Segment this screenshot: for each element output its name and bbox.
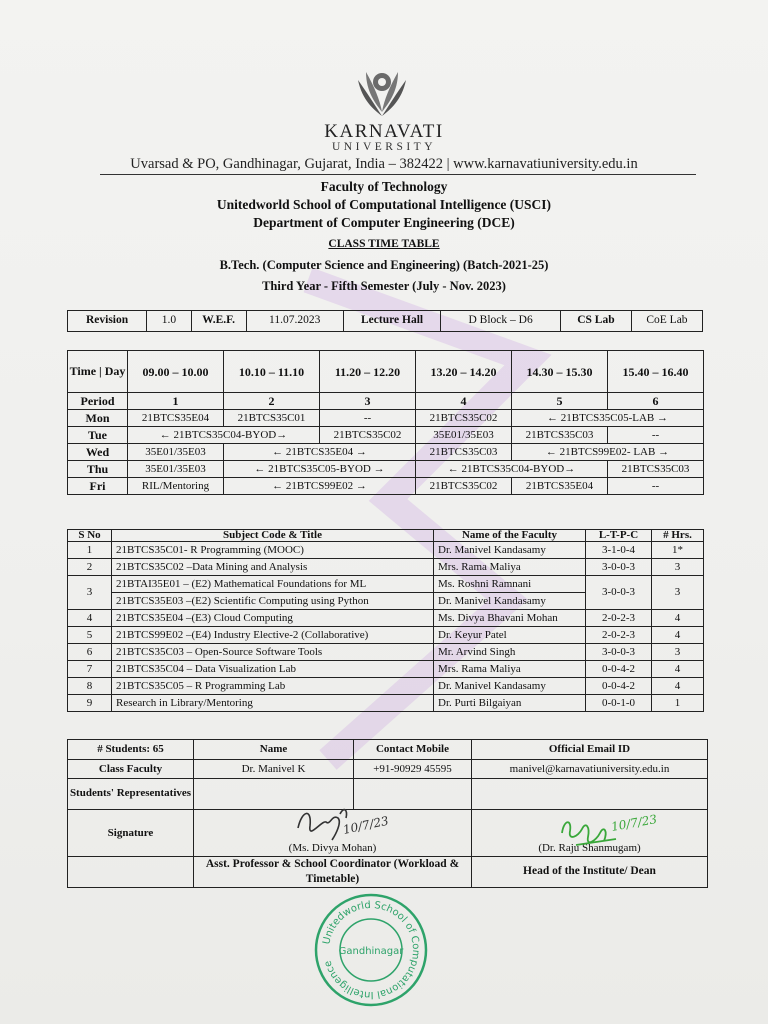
lecture-hall-value: D Block – D6 — [441, 311, 561, 332]
slot-header: 13.20 – 14.20 — [416, 351, 512, 393]
school-name: Unitedworld School of Computational Intelligence (USCI) — [216, 197, 552, 212]
subject-hours: 4 — [652, 627, 704, 644]
subject-ltpc: 0-0-4-2 — [586, 661, 652, 678]
subject-title: 21BTCS35E04 –(E3) Cloud Computing — [112, 610, 434, 627]
wef-value: 11.07.2023 — [246, 311, 343, 332]
hours-header: # Hrs. — [652, 530, 704, 542]
subject-faculty: Dr. Keyur Patel — [434, 627, 586, 644]
department-name: Department of Computer Engineering (DCE) — [253, 215, 515, 230]
subject-faculty: Mrs. Rama Maliya — [434, 559, 586, 576]
day-label: Tue — [68, 427, 128, 444]
slot-header: 11.20 – 12.20 — [320, 351, 416, 393]
left-signatory-role: Asst. Professor & School Coordinator (Workload & Timetable) — [194, 857, 472, 888]
cs-lab-label: CS Lab — [560, 311, 631, 332]
subject-sno: 3 — [68, 576, 112, 610]
subject-hours: 3 — [652, 576, 704, 610]
class-cell: 21BTCS35C02 — [416, 410, 512, 427]
subject-faculty: Dr. Manivel Kandasamy — [434, 593, 586, 610]
seal-text: Unitedworld School of Computational Intelligence — [321, 899, 422, 1001]
class-faculty-label: Class Faculty — [68, 760, 194, 779]
subject-faculty: Mrs. Rama Maliya — [434, 661, 586, 678]
subject-title: 21BTAI35E01 – (E2) Mathematical Foundations for ML — [112, 576, 434, 593]
subject-hours: 1 — [652, 695, 704, 712]
subject-title: 21BTCS35C05 – R Programming Lab — [112, 678, 434, 695]
class-cell: ← 21BTCS35C05-BYOD → — [224, 461, 416, 478]
program-name: B.Tech. (Computer Science and Engineering) (Batch-2021-25) — [219, 258, 549, 272]
sno-header: S No — [68, 530, 112, 542]
class-cell: 21BTCS35C03 — [512, 427, 608, 444]
subject-title: 21BTCS35C04 – Data Visualization Lab — [112, 661, 434, 678]
period-number: 1 — [128, 393, 224, 410]
students-count: # Students: 65 — [68, 740, 194, 760]
role-blank — [68, 857, 194, 888]
mobile-header: Contact Mobile — [354, 740, 472, 760]
slot-header: 14.30 – 15.30 — [512, 351, 608, 393]
class-cell: 35E01/35E03 — [416, 427, 512, 444]
subject-faculty: Dr. Purti Bilgaiyan — [434, 695, 586, 712]
subject-title: 21BTCS35C03 – Open-Source Software Tools — [112, 644, 434, 661]
subject-header: Subject Code & Title — [112, 530, 434, 542]
document-title: CLASS TIME TABLE — [328, 238, 440, 250]
right-signatory-name: (Dr. Raju Shanmugam) — [538, 842, 641, 854]
subject-row — [68, 627, 704, 644]
subject-ltpc: 3-0-0-3 — [586, 576, 652, 610]
subject-faculty: Dr. Manivel Kandasamy — [434, 542, 586, 559]
left-signature-icon — [292, 800, 390, 848]
subject-sno: 5 — [68, 627, 112, 644]
day-row-tue — [68, 427, 704, 444]
name-header: Name — [194, 740, 354, 760]
university-subtitle: UNIVERSITY — [332, 141, 436, 153]
subject-ltpc: 2-0-2-3 — [586, 610, 652, 627]
class-cell: 21BTCS35C02 — [416, 478, 512, 495]
subject-row — [68, 644, 704, 661]
signature-label: Signature — [68, 810, 194, 857]
subject-sno: 7 — [68, 661, 112, 678]
university-logo-icon — [352, 66, 412, 122]
student-reps-email — [472, 779, 708, 810]
subject-ltpc: 3-0-0-3 — [586, 559, 652, 576]
day-row-wed — [68, 444, 704, 461]
time-day-header: Time | Day — [68, 351, 128, 393]
faculty-header: Name of the Faculty — [434, 530, 586, 542]
subject-ltpc: 0-0-4-2 — [586, 678, 652, 695]
period-number: 6 — [608, 393, 704, 410]
class-cell: ← 21BTCS35C04-BYOD→ — [128, 427, 320, 444]
subject-sno: 9 — [68, 695, 112, 712]
class-faculty-mobile: +91-90929 45595 — [354, 760, 472, 779]
class-cell: 21BTCS35E04 — [512, 478, 608, 495]
seal-city: Gandhinagar — [338, 946, 404, 957]
day-row-mon — [68, 410, 704, 427]
subject-sno: 8 — [68, 678, 112, 695]
university-name: KARNAVATI — [324, 121, 444, 142]
subject-title: 21BTCS35C01- R Programming (MOOC) — [112, 542, 434, 559]
right-signature-icon — [556, 807, 664, 853]
revision-label: Revision — [68, 311, 147, 332]
class-cell: 35E01/35E03 — [128, 461, 224, 478]
class-cell: -- — [608, 427, 704, 444]
period-number: 3 — [320, 393, 416, 410]
day-label: Mon — [68, 410, 128, 427]
subject-ltpc: 0-0-1-0 — [586, 695, 652, 712]
subject-title: Research in Library/Mentoring — [112, 695, 434, 712]
subject-hours: 3 — [652, 559, 704, 576]
class-cell: 21BTCS35C03 — [608, 461, 704, 478]
day-label: Fri — [68, 478, 128, 495]
class-cell: 21BTCS35E04 — [128, 410, 224, 427]
slot-header: 15.40 – 16.40 — [608, 351, 704, 393]
faculty-name: Faculty of Technology — [320, 179, 448, 194]
period-number: 4 — [416, 393, 512, 410]
class-cell: 35E01/35E03 — [128, 444, 224, 461]
right-signature-date: 10/7/23 — [610, 812, 659, 834]
subject-title: 21BTCS35E03 –(E2) Scientific Computing using Python — [112, 593, 434, 610]
right-signatory-role: Head of the Institute/ Dean — [472, 857, 708, 888]
day-row-fri — [68, 478, 704, 495]
lecture-hall-label: Lecture Hall — [343, 311, 440, 332]
subject-ltpc: 3-1-0-4 — [586, 542, 652, 559]
semester-name: Third Year - Fifth Semester (July - Nov. 2023) — [262, 279, 506, 293]
subject-ltpc: 3-0-0-3 — [586, 644, 652, 661]
subject-faculty: Ms. Roshni Ramnani — [434, 576, 586, 593]
subject-hours: 4 — [652, 661, 704, 678]
ltpc-header: L-T-P-C — [586, 530, 652, 542]
subject-faculty: Dr. Manivel Kandasamy — [434, 678, 586, 695]
day-label: Thu — [68, 461, 128, 478]
subject-faculty: Ms. Divya Bhavani Mohan — [434, 610, 586, 627]
slot-header: 10.10 – 11.10 — [224, 351, 320, 393]
subject-hours: 3 — [652, 644, 704, 661]
timetable — [67, 350, 704, 495]
revision-value: 1.0 — [147, 311, 192, 332]
day-row-thu — [68, 461, 704, 478]
class-cell: RIL/Mentoring — [128, 478, 224, 495]
class-faculty-name: Dr. Manivel K — [194, 760, 354, 779]
subject-sno: 6 — [68, 644, 112, 661]
student-reps-label: Students' Representatives — [68, 779, 194, 810]
subject-row — [68, 678, 704, 695]
subject-row — [68, 695, 704, 712]
subject-title: 21BTCS35C02 –Data Mining and Analysis — [112, 559, 434, 576]
header-divider — [100, 174, 696, 175]
subject-hours: 4 — [652, 678, 704, 695]
revision-table — [67, 310, 703, 332]
wef-label: W.E.F. — [191, 311, 246, 332]
left-signature-date: 10/7/23 — [341, 813, 390, 837]
slot-header: 09.00 – 10.00 — [128, 351, 224, 393]
subject-hours: 4 — [652, 610, 704, 627]
subjects-table — [67, 529, 704, 712]
class-cell: 21BTCS35C03 — [416, 444, 512, 461]
subject-faculty: Mr. Arvind Singh — [434, 644, 586, 661]
subject-row — [68, 559, 704, 576]
subject-title: 21BTCS99E02 –(E4) Industry Elective-2 (Collaborative) — [112, 627, 434, 644]
subject-ltpc: 2-0-2-3 — [586, 627, 652, 644]
period-number: 2 — [224, 393, 320, 410]
class-cell: 21BTCS35C02 — [320, 427, 416, 444]
class-cell: ← 21BTCS35E04 → — [224, 444, 416, 461]
class-cell: ← 21BTCS99E02 → — [224, 478, 416, 495]
institution-seal-icon — [312, 891, 430, 1009]
class-cell: 21BTCS35C01 — [224, 410, 320, 427]
class-cell: -- — [320, 410, 416, 427]
period-number: 5 — [512, 393, 608, 410]
period-label: Period — [68, 393, 128, 410]
email-header: Official Email ID — [472, 740, 708, 760]
subject-sno: 2 — [68, 559, 112, 576]
subject-hours: 1* — [652, 542, 704, 559]
class-faculty-email: manivel@karnavatiuniversity.edu.in — [472, 760, 708, 779]
subject-row — [68, 661, 704, 678]
coe-lab-label: CoE Lab — [631, 311, 702, 332]
subject-row — [68, 576, 704, 593]
university-address: Uvarsad & PO, Gandhinagar, Gujarat, India – 382422 | www.karnavatiuniversity.edu.in — [130, 156, 638, 172]
class-cell: -- — [608, 478, 704, 495]
class-cell: ← 21BTCS35C04-BYOD→ — [416, 461, 608, 478]
day-label: Wed — [68, 444, 128, 461]
class-cell: ← 21BTCS35C05-LAB → — [512, 410, 704, 427]
subject-sno: 4 — [68, 610, 112, 627]
subject-row — [68, 542, 704, 559]
class-cell: ← 21BTCS99E02- LAB → — [512, 444, 704, 461]
subject-sno: 1 — [68, 542, 112, 559]
left-signatory-name: (Ms. Divya Mohan) — [288, 842, 377, 854]
subject-row — [68, 610, 704, 627]
